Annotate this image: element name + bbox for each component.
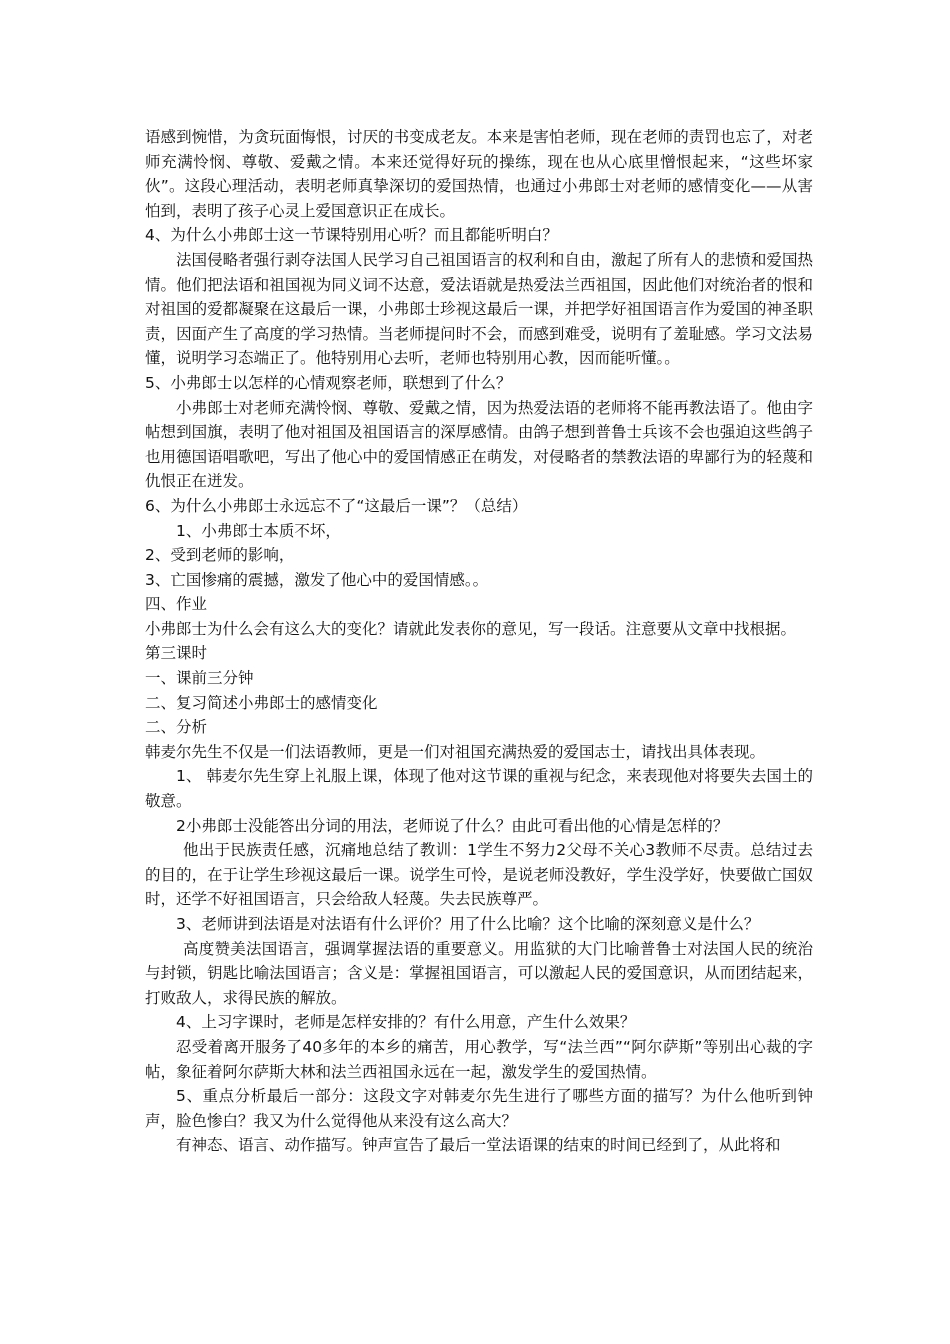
paragraph: 小弗郎士为什么会有这么大的变化？请就此发表你的意见，写一段话。注意要从文章中找根据。 bbox=[145, 619, 797, 638]
section-heading: 四、作业 bbox=[145, 595, 208, 614]
paragraph: 有神态、语言、动作描写。钟声宣告了最后一堂法语课的结束的时间已经到了，从此将和 bbox=[176, 1136, 781, 1155]
question-heading: 4、为什么小弗郎士这一节课特别用心听？而且都能听明白？ bbox=[145, 226, 558, 245]
question-heading: 4、上习字课时，老师是怎样安排的？有什么用意，产生什么效果？ bbox=[176, 1013, 636, 1032]
document-page bbox=[145, 125, 813, 1158]
paragraph: 法国侵略者强行剥夺法国人民学习自己祖国语言的权利和自由，激起了所有人的悲愤和爱国热情。他们把法语和祖国视为同义词不达意，爱法语就是热爱法兰西祖国，因此他们对统治者的恨和对祖国的爱都凝聚在这最后一课，小弗郎士珍视这最后一课，并把学好祖国语言作为爱国的神圣职责，因面产生了高度的学习热情。当老师提问时不会，而感到难受，说明有了羞耻感。学习文法易懂，说明学习态端正了。他特别用心去听，老师也特别用心教，因而能听懂。。 bbox=[145, 250, 813, 368]
paragraph: 语感到惋惜，为贪玩面悔恨，讨厌的书变成老友。本来是害怕老师，现在老师的责罚也忘了，对老师充满怜悯、尊敬、爱戴之情。本来还觉得好玩的操练，现在也从心底里憎恨起来，“这些坏家伙”。这段心理活动，表明老师真挚深切的爱国热情，也通过小弗郎士对老师的感情变化——从害怕到，表明了孩子心灵上爱国意识正在成长。 bbox=[145, 128, 813, 220]
question-heading: 5、重点分析最后一部分：这段文字对韩麦尔先生进行了哪些方面的描写？为什么他听到钟声，脸色惨白？我又为什么觉得他从来没有这么高大？ bbox=[145, 1087, 813, 1130]
paragraph: 韩麦尔先生不仅是一们法语教师，更是一们对祖国充满热爱的爱国志士，请找出具体表现。 bbox=[145, 742, 766, 761]
paragraph: 小弗郎士对老师充满怜悯、尊敬、爱戴之情，因为热爱法语的老师将不能再教法语了。他由字帖想到国旗，表明了他对祖国及祖国语言的深厚感情。由鸽子想到普鲁士兵该不会也强迫这些鸽子也用德国语唱歌吧，写出了他心中的爱国情感正在萌发，对侵略者的禁教法语的卑鄙行为的轻蔑和仇恨正在迸发。 bbox=[145, 398, 813, 491]
list-item: 1、 韩麦尔先生穿上礼服上课，体现了他对这节课的重视与纪念，来表现他对将要失去国土的敬意。 bbox=[145, 767, 813, 811]
paragraph: 高度赞美法国语言，强调掌握法语的重要意义。用监狱的大门比喻普鲁士对法国人民的统治与封锁，钥匙比喻法国语言；含义是：掌握祖国语言，可以激起人民的爱国意识，从而团结起来，打败敌人，求得民族的解放。 bbox=[145, 939, 813, 1007]
section-heading: 二、复习简述小弗郎士的感情变化 bbox=[145, 693, 378, 712]
list-item: 3、亡国惨痛的震撼，激发了他心中的爱国情感。。 bbox=[145, 570, 489, 589]
list-item: 2、受到老师的影响， bbox=[145, 546, 295, 565]
question-heading: 2小弗郎士没能答出分词的用法，老师说了什么？由此可看出他的心情是怎样的？ bbox=[176, 816, 729, 835]
paragraph: 忍受着离开服务了40多年的本乡的痛苦，用心教学，写“法兰西”“阿尔萨斯”等别出心裁的字帖，象征着阿尔萨斯大林和法兰西祖国永远在一起，激发学生的爱国热情。 bbox=[145, 1037, 813, 1081]
section-heading: 一、课前三分钟 bbox=[145, 669, 254, 688]
list-item: 1、小弗郎士本质不坏， bbox=[176, 521, 341, 540]
question-heading: 3、老师讲到法语是对法语有什么评价？用了什么比喻？这个比喻的深刻意义是什么？ bbox=[176, 915, 760, 933]
paragraph: 他出于民族责任感，沉痛地总结了教训：1学生不努力2父母不关心3教师不尽责。总结过去的目的，在于让学生珍视这最后一课。说学生可怜，是说老师没教好，学生没学好，快要做亡国奴时，还学不好祖国语言，只会给敌人轻蔑。失去民族尊严。 bbox=[145, 841, 813, 909]
section-heading: 二、分析 bbox=[145, 718, 208, 737]
section-heading: 第三课时 bbox=[145, 644, 208, 663]
question-heading: 5、小弗郎士以怎样的心情观察老师，联想到了什么？ bbox=[145, 373, 512, 392]
question-heading: 6、为什么小弗郎士永远忘不了“这最后一课”？（总结） bbox=[145, 496, 528, 515]
